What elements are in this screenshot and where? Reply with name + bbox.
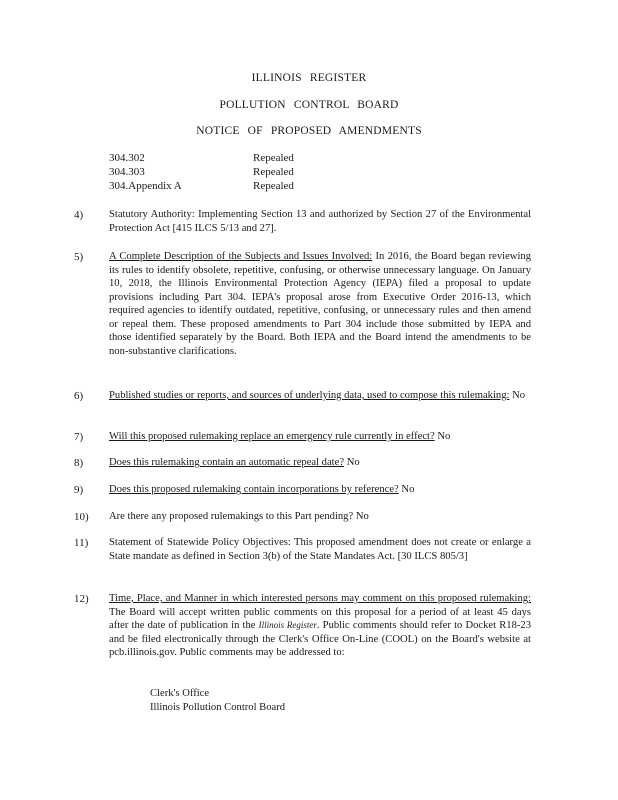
header-notice: NOTICE OF PROPOSED AMENDMENTS (196, 125, 422, 137)
item-label: Will this proposed rulemaking replace an emergency rule currently in effect? (109, 431, 435, 442)
item-label: Published studies or reports, and sources of underlying data, used to compose this rulemaking: (109, 390, 510, 401)
header-board: POLLUTION CONTROL BOARD (219, 99, 399, 111)
item-text: No (509, 390, 526, 401)
item-number: 10) (74, 511, 89, 523)
address-line: Illinois Pollution Control Board (150, 702, 286, 713)
item-label: Statement of Statewide Policy Objectives: (109, 537, 291, 548)
item-description (109, 250, 531, 358)
item-text: In 2016, the Board began reviewing its rules to identify obsolete, repetitive, confusing, or otherwise unnecessary language. On January 10, 2018, the Illinois Environmental Protection Agency (IEPA) filed a proposal to update provisions including Part 304. IEPA's proposal arose from Executive Order 2016-13, which required agencies to identify outdated, repetitive, confusing, or unnecessary rules and then amend or repeal them. These proposed amendments to Part 304 include those submitted by IEPA and those identified separately by the Board. Both IEPA and the Board intend the amendments to be non-substantive clarifications. (109, 251, 531, 357)
item-number: 11) (74, 537, 89, 549)
item-public-comments (109, 592, 531, 660)
repealed-status: Repealed (253, 152, 294, 164)
item-label: Are there any proposed rulemakings to this Part pending? (109, 511, 354, 522)
item-text: No (434, 431, 451, 442)
item-number: 5) (74, 251, 84, 263)
item-text: This proposed amendment does not create or enlarge a State mandate as defined in Section 3(b) of the State Mandates Act. [30 ILCS 805/3] (109, 537, 531, 562)
item-number: 6) (74, 390, 84, 402)
item-label: Does this rulemaking contain an automatic repeal date? (109, 457, 345, 468)
header-register: ILLINOIS REGISTER (251, 72, 367, 84)
repealed-section: 304.Appendix A (109, 180, 182, 192)
repealed-section: 304.302 (109, 152, 145, 164)
item-number: 8) (74, 457, 84, 469)
item-number: 12) (74, 593, 89, 605)
mailing-address (150, 687, 285, 715)
item-label: Does this proposed rulemaking contain incorporations by reference? (109, 484, 399, 495)
item-statutory-authority (109, 208, 531, 235)
item-label: Time, Place, and Manner in which interested persons may comment on this proposed rulemaking: (109, 593, 531, 604)
item-emergency-rule (109, 430, 531, 444)
item-number: 7) (74, 431, 84, 443)
item-number: 9) (74, 484, 84, 496)
item-repeal-date (109, 456, 531, 470)
item-label: Statutory Authority: (109, 209, 195, 220)
item-label: A Complete Description of the Subjects and Issues Involved: (109, 251, 373, 262)
item-published-studies (109, 389, 531, 403)
item-pending-rulemakings (109, 510, 531, 524)
item-incorporations (109, 483, 531, 497)
item-text: No (344, 457, 360, 468)
repealed-status: Repealed (253, 180, 294, 192)
item-policy-objectives (109, 536, 531, 563)
address-line: Clerk's Office (150, 688, 210, 699)
item-text: No (353, 511, 369, 522)
item-text: The Board will accept written public comments on this proposal for a period of at least 45 days after the date of publication in the (109, 606, 531, 631)
repealed-section: 304.303 (109, 166, 145, 178)
item-number: 4) (74, 209, 84, 221)
repealed-status: Repealed (253, 166, 294, 178)
item-italic-text: Illinois Register (258, 620, 317, 630)
item-text: No (398, 484, 415, 495)
item-text: . Public comments should refer to Docket R18-23 and be filed electronically through the Clerk's Office On-Line (COOL) on the Board's website at pcb.illinois.gov. Public comments may be addressed to: (109, 620, 531, 658)
item-text: Implementing Section 13 and authorized by Section 27 of the Environmental Protection Act [415 ILCS 5/13 and 27]. (109, 209, 532, 234)
